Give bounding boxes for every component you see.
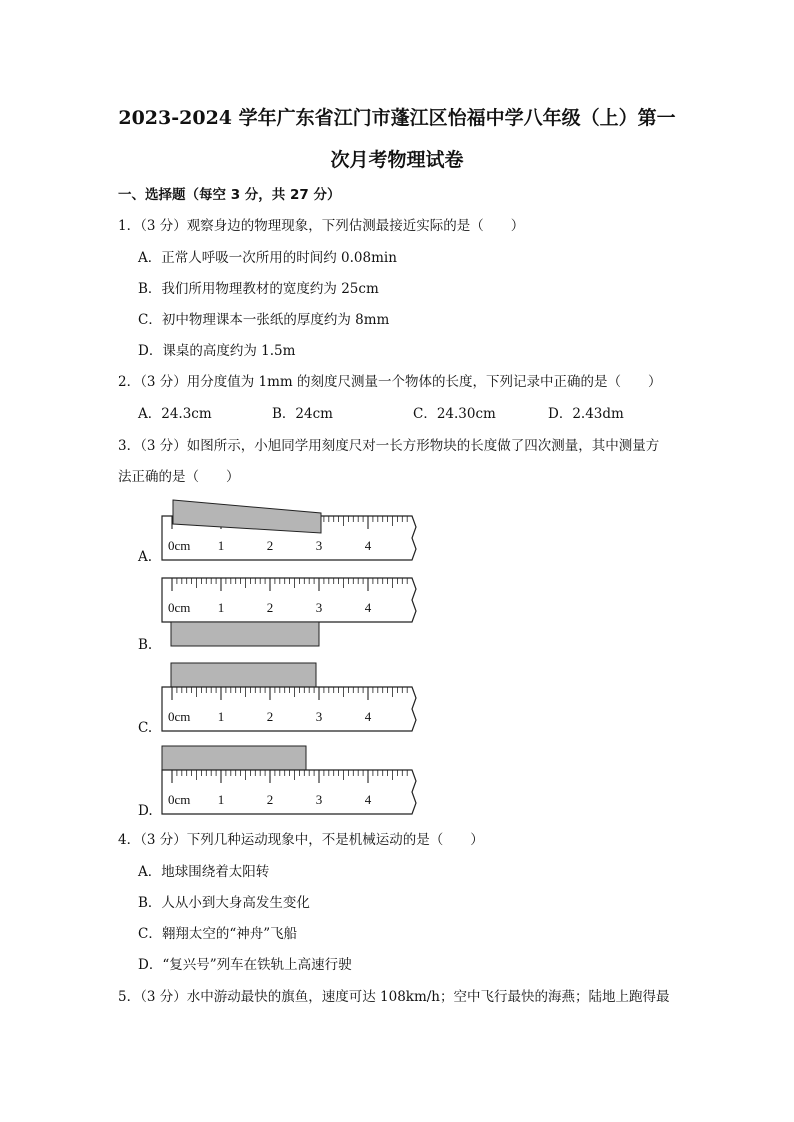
ruler-tick-label: 2 [266, 600, 274, 615]
ruler-tick-label: 1 [217, 709, 225, 724]
ruler-tick-label: 4 [364, 792, 372, 807]
ruler-tick-label: 0cm [168, 538, 191, 553]
ruler-tick-label: 4 [364, 600, 372, 615]
ruler-tick-label: 2 [266, 538, 274, 553]
ruler-figure-a [150, 496, 430, 566]
exam-title-line-2: 次月考物理试卷 [330, 149, 464, 171]
q4-option-c: C．翱翔太空的“神舟”飞船 [138, 926, 298, 942]
q3-stem-line-2: 法正确的是（ ） [118, 469, 240, 485]
ruler-tick-label: 1 [217, 538, 225, 553]
figure-label-c: C. [138, 720, 153, 736]
ruler-tick-label: 3 [315, 709, 323, 724]
ruler-tick-label: 2 [266, 792, 274, 807]
q1-option-a: A．正常人呼吸一次所用的时间约 0.08min [138, 250, 397, 266]
ruler-tick-label: 0cm [168, 709, 191, 724]
figure-label-a: A. [138, 549, 153, 565]
ruler-tick-label: 3 [315, 792, 323, 807]
ruler-body [162, 770, 416, 814]
q3-stem-line-1: 3．（3 分）如图所示，小旭同学用刻度尺对一长方形物块的长度做了四次测量，其中测量方 [118, 438, 660, 454]
ruler-figure-c [150, 660, 430, 732]
q2-option-c: C．24.30cm [413, 406, 496, 422]
q1-option-b: B．我们所用物理教材的宽度约为 25cm [138, 281, 379, 297]
block-b [171, 622, 319, 646]
q1-stem: 1．（3 分）观察身边的物理现象，下列估测最接近实际的是（ ） [118, 218, 525, 234]
ruler-tick-label: 4 [364, 538, 372, 553]
ruler-c [162, 687, 416, 731]
q2-option-b: B．24cm [272, 406, 333, 422]
figure-label-b: B. [138, 637, 153, 653]
q4-option-b: B．人从小到大身高发生变化 [138, 895, 310, 911]
ruler-tick-label: 0cm [168, 792, 191, 807]
q2-option-a: A．24.3cm [138, 406, 212, 422]
figure-label-d: D. [138, 803, 153, 819]
ruler-tick-label: 1 [217, 600, 225, 615]
q4-stem: 4．（3 分）下列几种运动现象中，不是机械运动的是（ ） [118, 832, 484, 848]
ruler-d [162, 770, 416, 814]
ruler-tick-label: 3 [315, 538, 323, 553]
ruler-tick-label: 0cm [168, 600, 191, 615]
ruler-tick-label: 2 [266, 709, 274, 724]
ruler-tick-label: 3 [315, 600, 323, 615]
ruler-tick-label: 4 [364, 709, 372, 724]
section-heading: 一、选择题（每空 3 分，共 27 分） [118, 187, 341, 203]
ruler-body [162, 687, 416, 731]
ruler-b [162, 578, 416, 622]
q4-option-d: D．“复兴号”列车在铁轨上高速行驶 [138, 957, 352, 973]
ruler-tick-label: 1 [217, 792, 225, 807]
q2-option-d: D．2.43dm [548, 406, 624, 422]
q1-option-d: D．课桌的高度约为 1.5m [138, 343, 296, 359]
ruler-body [162, 578, 416, 622]
ruler-figure-d [150, 744, 430, 816]
q4-option-a: A．地球围绕着太阳转 [138, 864, 270, 880]
q5-stem: 5．（3 分）水中游动最快的旗鱼，速度可达 108km/h；空中飞行最快的海燕；陆地上跑得最 [118, 989, 670, 1005]
exam-title-line-1: 2023-2024 学年广东省江门市蓬江区怡福中学八年级（上）第一 [118, 107, 676, 129]
block-c [171, 663, 316, 687]
q1-option-c: C．初中物理课本一张纸的厚度约为 8mm [138, 312, 390, 328]
q2-stem: 2．（3 分）用分度值为 1mm 的刻度尺测量一个物体的长度，下列记录中正确的是（ ） [118, 374, 662, 390]
ruler-figure-b [150, 576, 430, 650]
block-d [162, 746, 306, 770]
